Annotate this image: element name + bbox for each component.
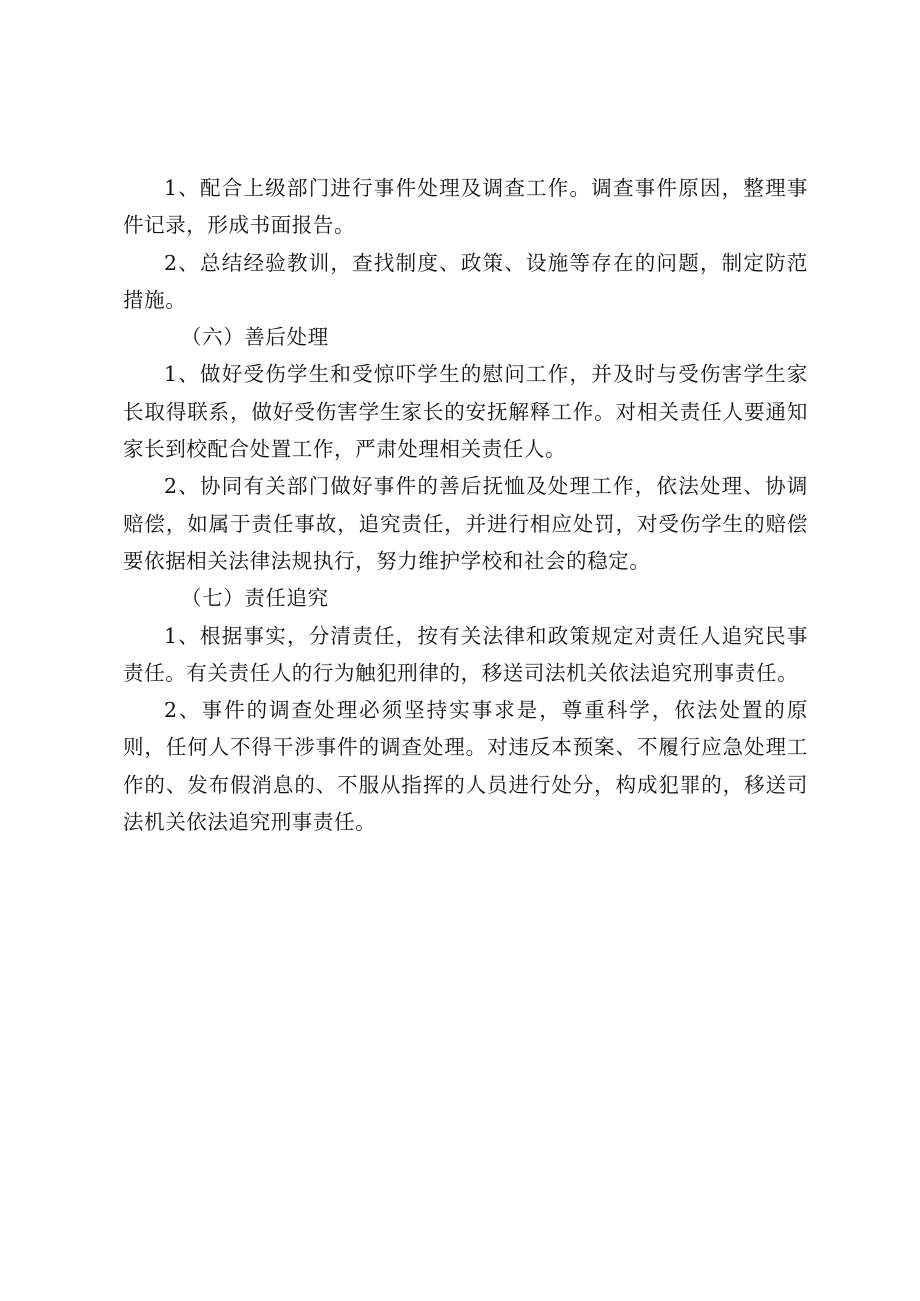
paragraph-6-2: 2、协同有关部门做好事件的善后抚恤及处理工作，依法处理、协调赔偿，如属于责任事故，追究责任，并进行相应处罚，对受伤学生的赔偿要依据相关法律法规执行，努力维护学校和社会的稳定。 <box>123 474 808 573</box>
section-heading-6: （六）善后处理 <box>181 325 329 350</box>
paragraph-5-1: 1、配合上级部门进行事件处理及调查工作。调查事件原因，整理事件记录，形成书面报告。 <box>123 176 808 238</box>
paragraph-7-1: 1、根据事实，分清责任，按有关法律和政策规定对责任人追究民事责任。有关责任人的行为触犯刑律的，移送司法机关依法追究刑事责任。 <box>123 623 808 685</box>
section-heading-7: （七）责任追究 <box>181 586 329 611</box>
paragraph-7-2: 2、事件的调查处理必须坚持实事求是，尊重科学，依法处置的原则，任何人不得干涉事件的调查处理。对违反本预案、不履行应急处理工作的、发布假消息的、不服从指挥的人员进行处分，构成犯罪的，移送司法机关依法追究刑事责任。 <box>123 698 808 835</box>
paragraph-5-2: 2、总结经验教训，查找制度、政策、设施等存在的问题，制定防范措施。 <box>123 250 808 312</box>
paragraph-6-1: 1、做好受伤学生和受惊吓学生的慰问工作，并及时与受伤害学生家长取得联系，做好受伤害学生家长的安抚解释工作。对相关责任人要通知家长到校配合处置工作，严肃处理相关责任人。 <box>123 362 808 462</box>
document-page <box>123 170 808 841</box>
